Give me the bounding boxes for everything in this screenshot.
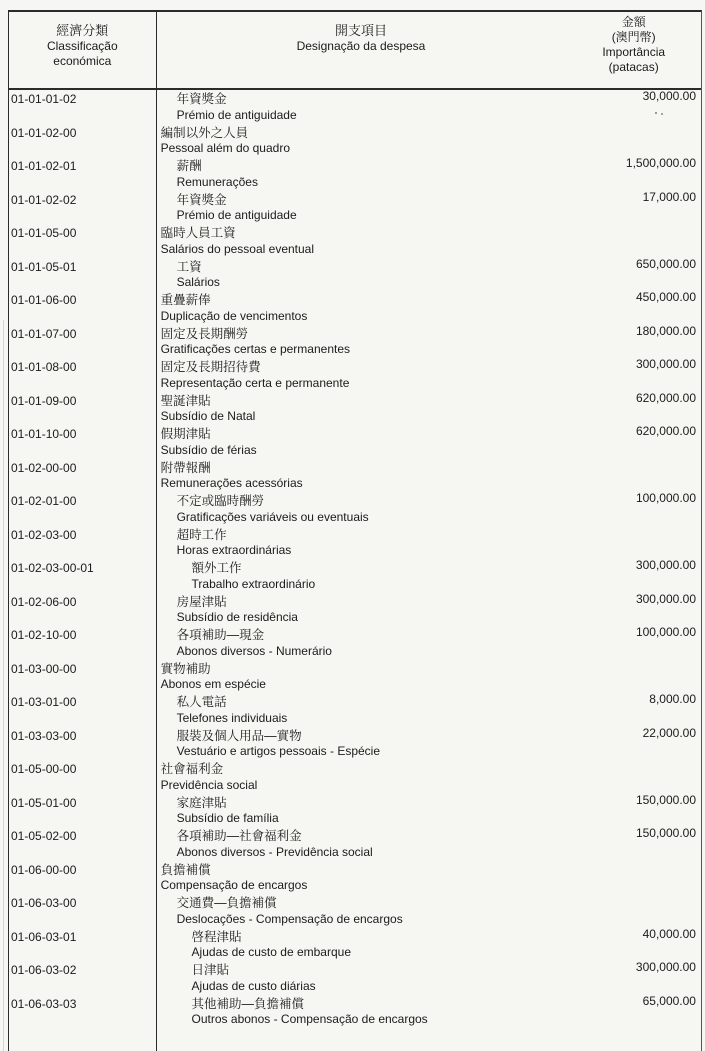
designation-zh: 超時工作 (176, 527, 227, 542)
expense-designation (156, 561, 567, 592)
amount: 22,000.00 (642, 725, 696, 740)
amount: 150,000.00 (635, 792, 696, 807)
designation-zh: 其他補助—負擔補償 (191, 996, 305, 1011)
scan-artifact (655, 112, 657, 114)
classification-code: 01-03-00-00 (11, 661, 77, 676)
header-classification-pt1: Classificação (46, 39, 118, 53)
classification-code: 01-01-02-00 (11, 125, 77, 140)
designation-pt: Outros abonos - Compensação de encargos (191, 1012, 428, 1026)
designation-zh: 工資 (176, 259, 202, 274)
classification-code: 01-05-02-00 (11, 829, 77, 843)
designation-zh: 各項補助—社會福利金 (176, 829, 302, 843)
expense-designation (156, 963, 567, 994)
table-row (9, 827, 701, 861)
classification-code: 01-01-01-02 (11, 92, 77, 106)
designation-pt: Duplicação de vencimentos (160, 308, 308, 323)
classification-code: 01-02-01-00 (11, 494, 77, 508)
designation-pt: Trabalho extraordinário (191, 576, 316, 591)
classification-code: 01-06-03-00 (11, 896, 77, 910)
designation-pt: Ajudas de custo de embarque (191, 945, 351, 959)
table-row (9, 928, 701, 962)
table-row (9, 794, 701, 828)
designation-zh: 負擔補償 (160, 862, 211, 877)
expense-designation (156, 595, 567, 626)
designation-pt: Abonos em espécie (160, 677, 266, 691)
classification-code: 01-02-10-00 (11, 628, 77, 642)
designation-zh: 額外工作 (191, 561, 242, 575)
table-row (9, 526, 701, 560)
designation-zh: 房屋津貼 (176, 594, 227, 609)
classification-code: 01-01-07-00 (11, 326, 77, 341)
classification-code: 01-02-06-00 (11, 594, 77, 609)
designation-zh: 固定及長期招待費 (160, 360, 261, 374)
expense-designation (156, 461, 567, 492)
expense-designation (156, 159, 567, 190)
expense-designation (156, 662, 567, 693)
amount: 300,000.00 (635, 357, 697, 371)
expense-designation (156, 226, 567, 257)
header-economic-classification (9, 12, 156, 88)
table-row (9, 693, 701, 727)
classification-code: 01-01-05-01 (11, 259, 77, 274)
designation-pt: Abonos diversos - Previdência social (176, 844, 373, 859)
amount: 450,000.00 (635, 290, 697, 304)
table-row (9, 660, 701, 694)
designation-zh: 固定及長期酬勞 (160, 326, 249, 341)
designation-pt: Subsídio de férias (160, 442, 257, 457)
classification-code: 01-01-10-00 (11, 427, 77, 441)
designation-zh: 重疊薪俸 (160, 293, 211, 307)
amount: 8,000.00 (649, 692, 696, 706)
classification-code: 01-01-02-02 (11, 192, 77, 207)
expense-designation (156, 695, 567, 726)
table-row (9, 291, 701, 325)
expense-designation (156, 997, 567, 1028)
expense-designation (156, 863, 567, 894)
designation-pt: Remunerações acessórias (160, 476, 303, 490)
classification-code: 01-05-00-00 (11, 762, 77, 776)
designation-zh: 編制以外之人員 (160, 125, 249, 140)
expense-designation (156, 427, 567, 458)
designation-zh: 啓程津貼 (191, 929, 242, 944)
expense-designation (156, 528, 567, 559)
table-row (9, 358, 701, 392)
designation-zh: 各項補助—現金 (176, 628, 265, 642)
expense-designation (156, 494, 567, 525)
amount: 300,000.00 (635, 591, 696, 606)
designation-zh: 社會福利金 (160, 762, 224, 776)
amount: 100,000.00 (635, 491, 696, 505)
expense-designation (156, 796, 567, 827)
designation-pt: Prémio de antiguidade (176, 107, 297, 122)
classification-code: 01-03-03-00 (11, 728, 77, 743)
expense-designation (156, 729, 567, 760)
header-designation-zh: 開支項目 (334, 23, 387, 38)
table-row (9, 760, 701, 794)
designation-zh: 薪酬 (176, 159, 202, 173)
designation-zh: 假期津貼 (160, 427, 211, 441)
classification-code: 01-02-03-00-01 (11, 561, 94, 575)
designation-zh: 臨時人員工資 (160, 226, 236, 240)
expense-designation (156, 293, 567, 324)
designation-pt: Gratificações certas e permanentes (160, 342, 350, 356)
expense-designation (156, 896, 567, 927)
expense-designation (156, 193, 567, 224)
amount: 65,000.00 (642, 993, 696, 1008)
table-row (9, 124, 701, 158)
classification-code: 01-03-01-00 (11, 695, 77, 709)
classification-code: 01-06-03-03 (11, 996, 77, 1011)
designation-pt: Horas extraordinárias (176, 543, 292, 557)
designation-pt: Remunerações (176, 174, 258, 189)
classification-code: 01-02-00-00 (11, 460, 77, 475)
amount: 150,000.00 (635, 826, 696, 840)
table-row (9, 559, 701, 593)
classification-code: 01-01-02-01 (11, 159, 77, 173)
table-row (9, 157, 701, 191)
amount: 30,000.00 (642, 89, 696, 103)
designation-zh: 家庭津貼 (176, 795, 227, 810)
table-body (9, 90, 701, 1028)
expense-designation (156, 92, 567, 123)
table-row (9, 459, 701, 493)
expense-designation (156, 260, 567, 291)
amount: 40,000.00 (642, 926, 696, 941)
table-row (9, 258, 701, 292)
header-amount-pt: Importância (602, 45, 666, 59)
designation-pt: Previdência social (160, 777, 258, 792)
classification-code: 01-01-06-00 (11, 293, 77, 307)
table-row (9, 593, 701, 627)
designation-zh: 交通費—負擔補償 (176, 896, 277, 910)
amount: 620,000.00 (635, 390, 697, 405)
expense-designation (156, 360, 567, 391)
amount: 300,000.00 (635, 558, 696, 572)
table-row (9, 90, 701, 124)
designation-pt: Deslocações - Compensação de encargos (176, 911, 403, 926)
amount: 300,000.00 (635, 960, 696, 974)
designation-pt: Representação certa e permanente (160, 375, 350, 390)
amount: 17,000.00 (642, 189, 696, 204)
expense-designation (156, 762, 567, 793)
header-amount-zh: 金額 (621, 15, 646, 29)
expense-designation (156, 126, 567, 157)
expense-designation (156, 829, 567, 860)
table-row (9, 727, 701, 761)
scan-edge-artifact (3, 320, 4, 1051)
expense-designation (156, 628, 567, 659)
expense-table (8, 10, 702, 1051)
expense-designation (156, 394, 567, 425)
classification-code: 01-02-03-00 (11, 527, 77, 542)
classification-code: 01-06-03-02 (11, 963, 77, 977)
table-row (9, 224, 701, 258)
table-row (9, 191, 701, 225)
designation-pt: Ajudas de custo diárias (191, 978, 316, 993)
designation-zh: 不定或臨時酬勞 (176, 494, 265, 508)
designation-pt: Subsídio de família (176, 811, 279, 825)
classification-code: 01-01-08-00 (11, 360, 77, 374)
header-classification-pt2: económica (53, 54, 112, 68)
table-row (9, 894, 701, 928)
table-row (9, 325, 701, 359)
designation-pt: Gratificações variáveis ou eventuais (176, 509, 369, 524)
header-expense-designation (156, 12, 567, 88)
designation-zh: 年資獎金 (176, 192, 227, 207)
expense-designation (156, 930, 567, 961)
table-row (9, 961, 701, 995)
table-header (9, 12, 701, 90)
table-row (9, 626, 701, 660)
amount: 180,000.00 (635, 323, 697, 338)
designation-pt: Compensação de encargos (160, 878, 308, 892)
designation-pt: Abonos diversos - Numerário (176, 643, 332, 658)
amount: 1,500,000.00 (625, 156, 696, 170)
classification-code: 01-01-09-00 (11, 393, 77, 408)
classification-code: 01-06-00-00 (11, 862, 77, 877)
header-amount (566, 12, 701, 88)
designation-pt: Vestuário e artigos pessoais - Espécie (176, 744, 381, 758)
amount: 100,000.00 (635, 625, 696, 639)
classification-code: 01-01-05-00 (11, 226, 77, 240)
designation-pt: Pessoal além do quadro (160, 141, 290, 155)
designation-zh: 附帶報酬 (160, 460, 211, 475)
amount: 650,000.00 (635, 256, 696, 271)
designation-pt: Salários do pessoal eventual (160, 241, 315, 256)
table-row (9, 425, 701, 459)
header-designation-pt: Designação da despesa (296, 39, 426, 53)
header-amount-unit: (patacas) (608, 60, 659, 74)
designation-zh: 私人電話 (176, 695, 227, 709)
designation-pt: Prémio de antiguidade (176, 208, 297, 222)
table-row (9, 392, 701, 426)
amount: 620,000.00 (635, 424, 697, 438)
table-row (9, 995, 701, 1029)
designation-pt: Salários (176, 275, 220, 289)
designation-pt: Subsídio de Natal (160, 409, 256, 423)
designation-zh: 聖誕津貼 (160, 393, 211, 408)
designation-pt: Telefones individuais (176, 710, 288, 725)
designation-zh: 日津貼 (191, 963, 230, 977)
header-amount-currency: (澳門幣) (611, 30, 656, 44)
designation-zh: 服裝及個人用品—實物 (176, 728, 302, 743)
classification-code: 01-06-03-01 (11, 929, 77, 944)
header-classification-zh: 經濟分類 (56, 23, 109, 38)
table-row (9, 492, 701, 526)
designation-zh: 實物補助 (160, 661, 211, 676)
classification-code: 01-05-01-00 (11, 795, 77, 810)
table-row (9, 861, 701, 895)
expense-designation (156, 327, 567, 358)
designation-pt: Subsídio de residência (176, 610, 298, 624)
designation-zh: 年資獎金 (176, 92, 227, 106)
